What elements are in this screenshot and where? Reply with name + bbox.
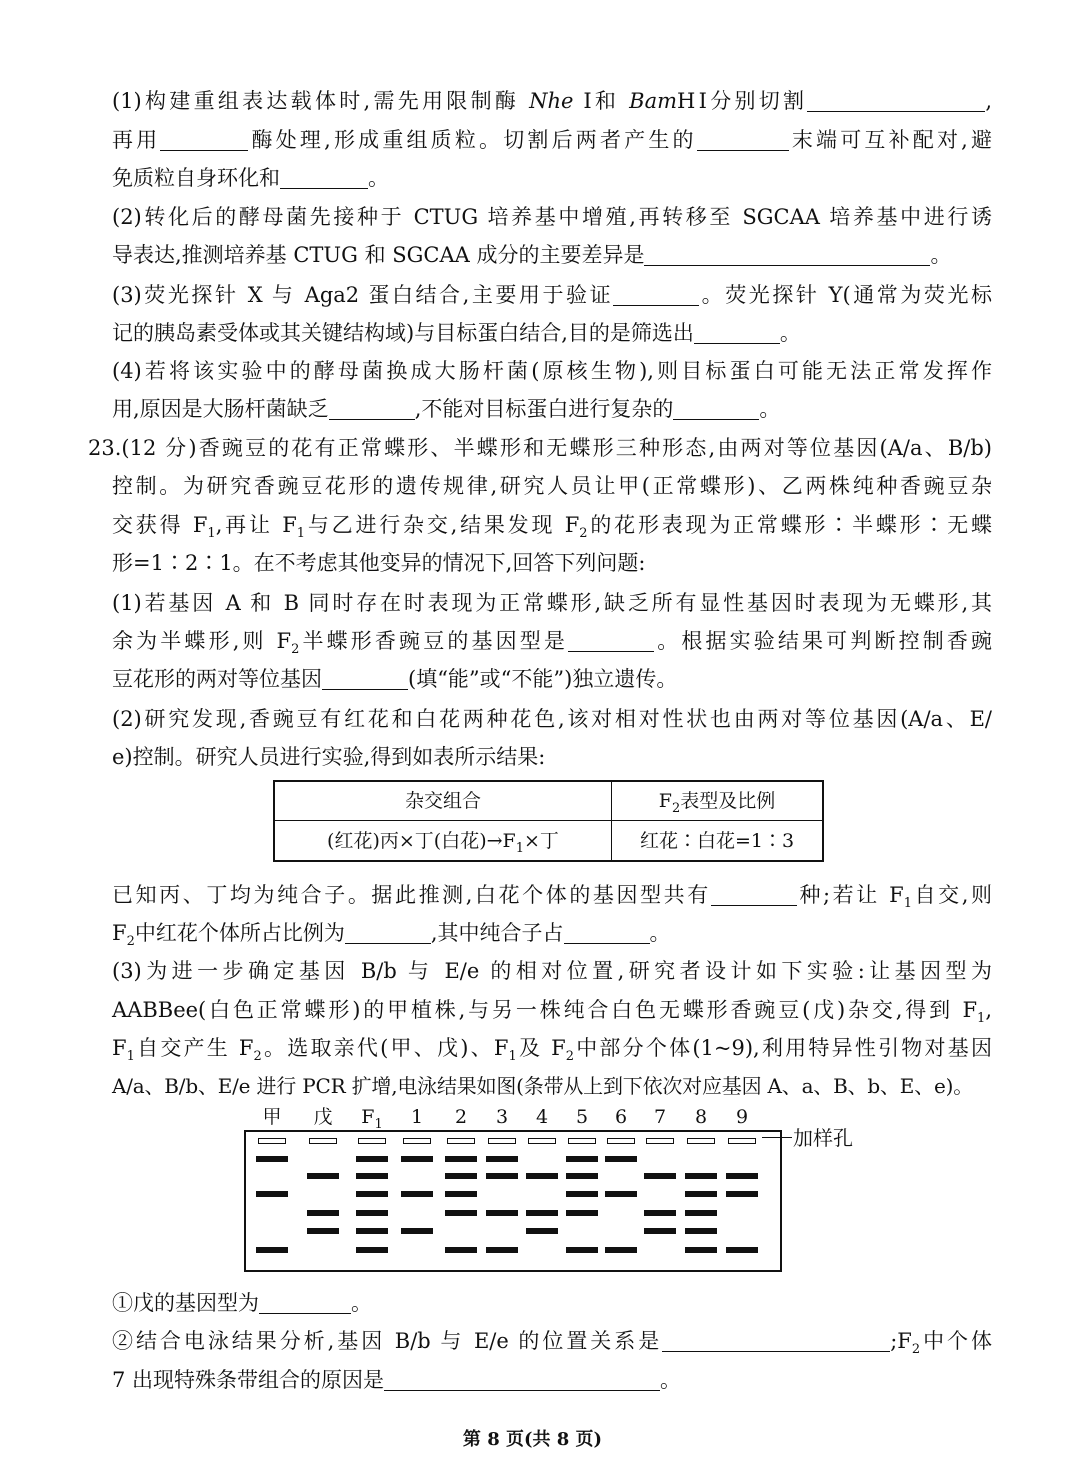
- q23-2-line1: (2)研究发现,香豌豆有红花和白花两种花色,该对相对性状也由两对等位基因(A/a、E/: [112, 707, 992, 731]
- gel-band-b: [685, 1210, 717, 1216]
- q23-3-q1: ①戊的基因型为 。: [112, 1291, 372, 1315]
- gel-band-E: [307, 1228, 339, 1234]
- q23-3-q3: 7 出现特殊条带组合的原因是 。: [112, 1368, 682, 1392]
- q23-3-line3: $F_1$自交产生 $F_2$。选取亲代(甲、戊)、$F_1$及 $F_2$中部分个体(1~9),利用特异性引物对基因: [112, 1036, 992, 1065]
- well-label: 加样孔: [793, 1126, 853, 1150]
- q23-1-line3: 豆花形的两对等位基因 (填“能”或“不能”)独立遗传。: [112, 667, 678, 691]
- gel-band-b: [356, 1210, 388, 1216]
- gel-well: [403, 1138, 431, 1144]
- gel-band-a: [566, 1173, 598, 1179]
- lane-label: 戊: [313, 1106, 333, 1128]
- answer-blank: [384, 1368, 660, 1391]
- gel-well: [309, 1138, 337, 1144]
- gel-band-E: [644, 1228, 676, 1234]
- gel-band-A: [486, 1156, 518, 1162]
- lane-label: 5: [575, 1106, 589, 1128]
- gel-band-e: [445, 1247, 477, 1253]
- lane-label: 9: [735, 1106, 749, 1128]
- answer-blank: [697, 128, 789, 151]
- gel-band-a: [445, 1173, 477, 1179]
- gel-well: [646, 1138, 674, 1144]
- gel-band-E: [356, 1228, 388, 1234]
- q22-2-line2: 导表达,推测培养基 CTUG 和 SGCAA 成分的主要差异是 。: [112, 243, 952, 267]
- gel-band-e: [685, 1247, 717, 1253]
- answer-blank: [662, 1329, 890, 1352]
- gel-well: [568, 1138, 596, 1144]
- gel-band-e: [726, 1247, 758, 1253]
- q22-1-line2: 再用 酶处理,形成重组质粒。切割后两者产生的 末端可互补配对,避: [112, 128, 992, 152]
- lane-label: $F_1$: [361, 1106, 383, 1132]
- gel-band-a: [486, 1173, 518, 1179]
- gel-band-B: [356, 1191, 388, 1197]
- q23-2b-line1: 已知丙、丁均为纯合子。据此推测,白花个体的基因型共有 种;若让 $F_1$自交,则: [112, 883, 992, 912]
- q23-1-line2: 余为半蝶形,则 $F_2$半蝶形香豌豆的基因型是 。根据实验结果可判断控制香豌: [112, 629, 993, 658]
- gel-band-B: [256, 1191, 288, 1197]
- gel-band-b: [566, 1210, 598, 1216]
- gel-band-a: [685, 1173, 717, 1179]
- gel-band-B: [685, 1191, 717, 1197]
- lane-label: 4: [535, 1106, 549, 1128]
- lane-label: 2: [454, 1106, 468, 1128]
- answer-blank: [613, 283, 699, 306]
- gel-band-a: [726, 1173, 758, 1179]
- q23-stem-line2: 控制。为研究香豌豆花形的遗传规律,研究人员让甲(正常蝶形)、乙两株纯种香豌豆杂: [112, 474, 992, 498]
- q23-1-line1: (1)若基因 A 和 B 同时存在时表现为正常蝶形,缺乏所有显性基因时表现为无蝶形,其: [112, 591, 992, 615]
- answer-blank: [280, 166, 368, 189]
- answer-blank: [694, 321, 780, 344]
- gel-band-A: [256, 1156, 288, 1162]
- gel-band-E: [685, 1228, 717, 1234]
- gel-band-A: [605, 1156, 637, 1162]
- gel-well: [358, 1138, 386, 1144]
- gel-band-b: [644, 1210, 676, 1216]
- answer-blank: [644, 243, 930, 266]
- page-footer: 第 8 页(共 8 页): [462, 1429, 603, 1450]
- q22-4-line1: (4)若将该实验中的酵母菌换成大肠杆菌(原核生物),则目标蛋白可能无法正常发挥作: [112, 359, 992, 383]
- q22-1-line3: 免质粒自身环化和 。: [112, 166, 389, 190]
- well-callout-line: [762, 1137, 792, 1138]
- answer-blank: [807, 89, 985, 112]
- answer-blank: [568, 629, 654, 652]
- gel-band-a: [307, 1173, 339, 1179]
- gel-band-E: [526, 1228, 558, 1234]
- q22-4-line2: 用,原因是大肠杆菌缺乏 ,不能对目标蛋白进行复杂的 。: [112, 397, 781, 421]
- gel-band-A: [566, 1156, 598, 1162]
- electrophoresis-gel: [244, 1130, 782, 1272]
- lane-label: 甲: [262, 1106, 282, 1128]
- q23-3-line1: (3)为进一步确定基因 B/b 与 E/e 的相对位置,研究者设计如下实验:让基因型为: [112, 959, 992, 983]
- gel-band-A: [356, 1156, 388, 1162]
- gel-band-b: [307, 1210, 339, 1216]
- gel-band-b: [526, 1210, 558, 1216]
- gel-band-B: [726, 1191, 758, 1197]
- q23-stem-line3: 交获得 $F_1$,再让 $F_1$与乙进行杂交,结果发现 $F_2$的花形表现为正常蝶形∶半蝶形∶无蝶: [112, 513, 993, 542]
- gel-well: [488, 1138, 516, 1144]
- gel-band-b: [445, 1210, 477, 1216]
- gel-band-a: [526, 1173, 558, 1179]
- table-header-cross: 杂交组合: [404, 790, 481, 812]
- answer-blank: [329, 397, 415, 420]
- gel-band-e: [605, 1247, 637, 1253]
- answer-blank: [322, 667, 408, 690]
- gel-band-e: [486, 1247, 518, 1253]
- answer-blank: [259, 1291, 351, 1314]
- q23-stem-line1: 23.(12 分)香豌豆的花有正常蝶形、半蝶形和无蝶形三种形态,由两对等位基因(A/a、B/b): [88, 436, 992, 460]
- results-table: [273, 780, 824, 862]
- gel-well: [728, 1138, 756, 1144]
- answer-blank: [673, 397, 759, 420]
- gel-band-e: [566, 1247, 598, 1253]
- gel-band-e: [356, 1247, 388, 1253]
- table-header-f2: $F_2$表型及比例: [658, 790, 776, 816]
- gel-well: [687, 1138, 715, 1144]
- lane-label: 1: [410, 1106, 424, 1128]
- q23-2-line2: e)控制。研究人员进行实验,得到如表所示结果:: [112, 745, 546, 769]
- q22-1-line1: (1)构建重组表达载体时,需先用限制酶 Nhe Ⅰ和 BamHⅠ分别切割 ,: [112, 89, 993, 113]
- gel-band-a: [644, 1173, 676, 1179]
- table-cell-ratio: 红花∶白花=1∶3: [639, 830, 795, 852]
- lane-label: 8: [694, 1106, 708, 1128]
- gel-band-a: [356, 1173, 388, 1179]
- gel-band-B: [566, 1191, 598, 1197]
- q23-3-line4: A/a、B/b、E/e 进行 PCR 扩增,电泳结果如图(条带从上到下依次对应基因 A、a、B、b、E、e)。: [112, 1074, 974, 1098]
- gel-band-B: [605, 1191, 637, 1197]
- q22-2-line1: (2)转化后的酵母菌先接种于 CTUG 培养基中增殖,再转移至 SGCAA 培养基中进行诱: [112, 205, 992, 229]
- gel-well: [607, 1138, 635, 1144]
- answer-blank: [711, 883, 797, 906]
- table-divider: [275, 820, 822, 821]
- q22-3-line2: 记的胰岛素受体或其关键结构域)与目标蛋白结合,目的是筛选出 。: [112, 321, 801, 345]
- answer-blank: [564, 921, 650, 944]
- gel-band-E: [401, 1228, 433, 1234]
- gel-band-B: [445, 1191, 477, 1197]
- gel-band-A: [401, 1156, 433, 1162]
- answer-blank: [345, 921, 431, 944]
- q22-3-line1: (3)荧光探针 X 与 Aga2 蛋白结合,主要用于验证 。荧光探针 Y(通常为荧光标: [112, 283, 993, 307]
- gel-well: [528, 1138, 556, 1144]
- q23-3-q2: ②结合电泳结果分析,基因 B/b 与 E/e 的位置关系是 $;F_2$中个体: [112, 1329, 992, 1358]
- answer-blank: [160, 128, 248, 151]
- table-cell-cross: (红花)丙×丁(白花)$\to F_1\times$丁: [327, 830, 559, 856]
- lane-label: 7: [653, 1106, 667, 1128]
- lane-label: 6: [614, 1106, 628, 1128]
- q23-2b-line2: $F_2$中红花个体所占比例为 ,其中纯合子占 。: [112, 921, 671, 950]
- gel-band-b: [486, 1210, 518, 1216]
- gel-well: [258, 1138, 286, 1144]
- gel-band-A: [445, 1156, 477, 1162]
- gel-band-e: [256, 1247, 288, 1253]
- q23-stem-line4: 形=1∶2∶1。在不考虑其他变异的情况下,回答下列问题:: [112, 551, 646, 575]
- gel-well: [447, 1138, 475, 1144]
- q23-3-line2: AABBee(白色正常蝶形)的甲植株,与另一株纯合白色无蝶形香豌豆(戊)杂交,得到 $F_1$,: [112, 998, 992, 1027]
- lane-label: 3: [495, 1106, 509, 1128]
- gel-band-B: [401, 1191, 433, 1197]
